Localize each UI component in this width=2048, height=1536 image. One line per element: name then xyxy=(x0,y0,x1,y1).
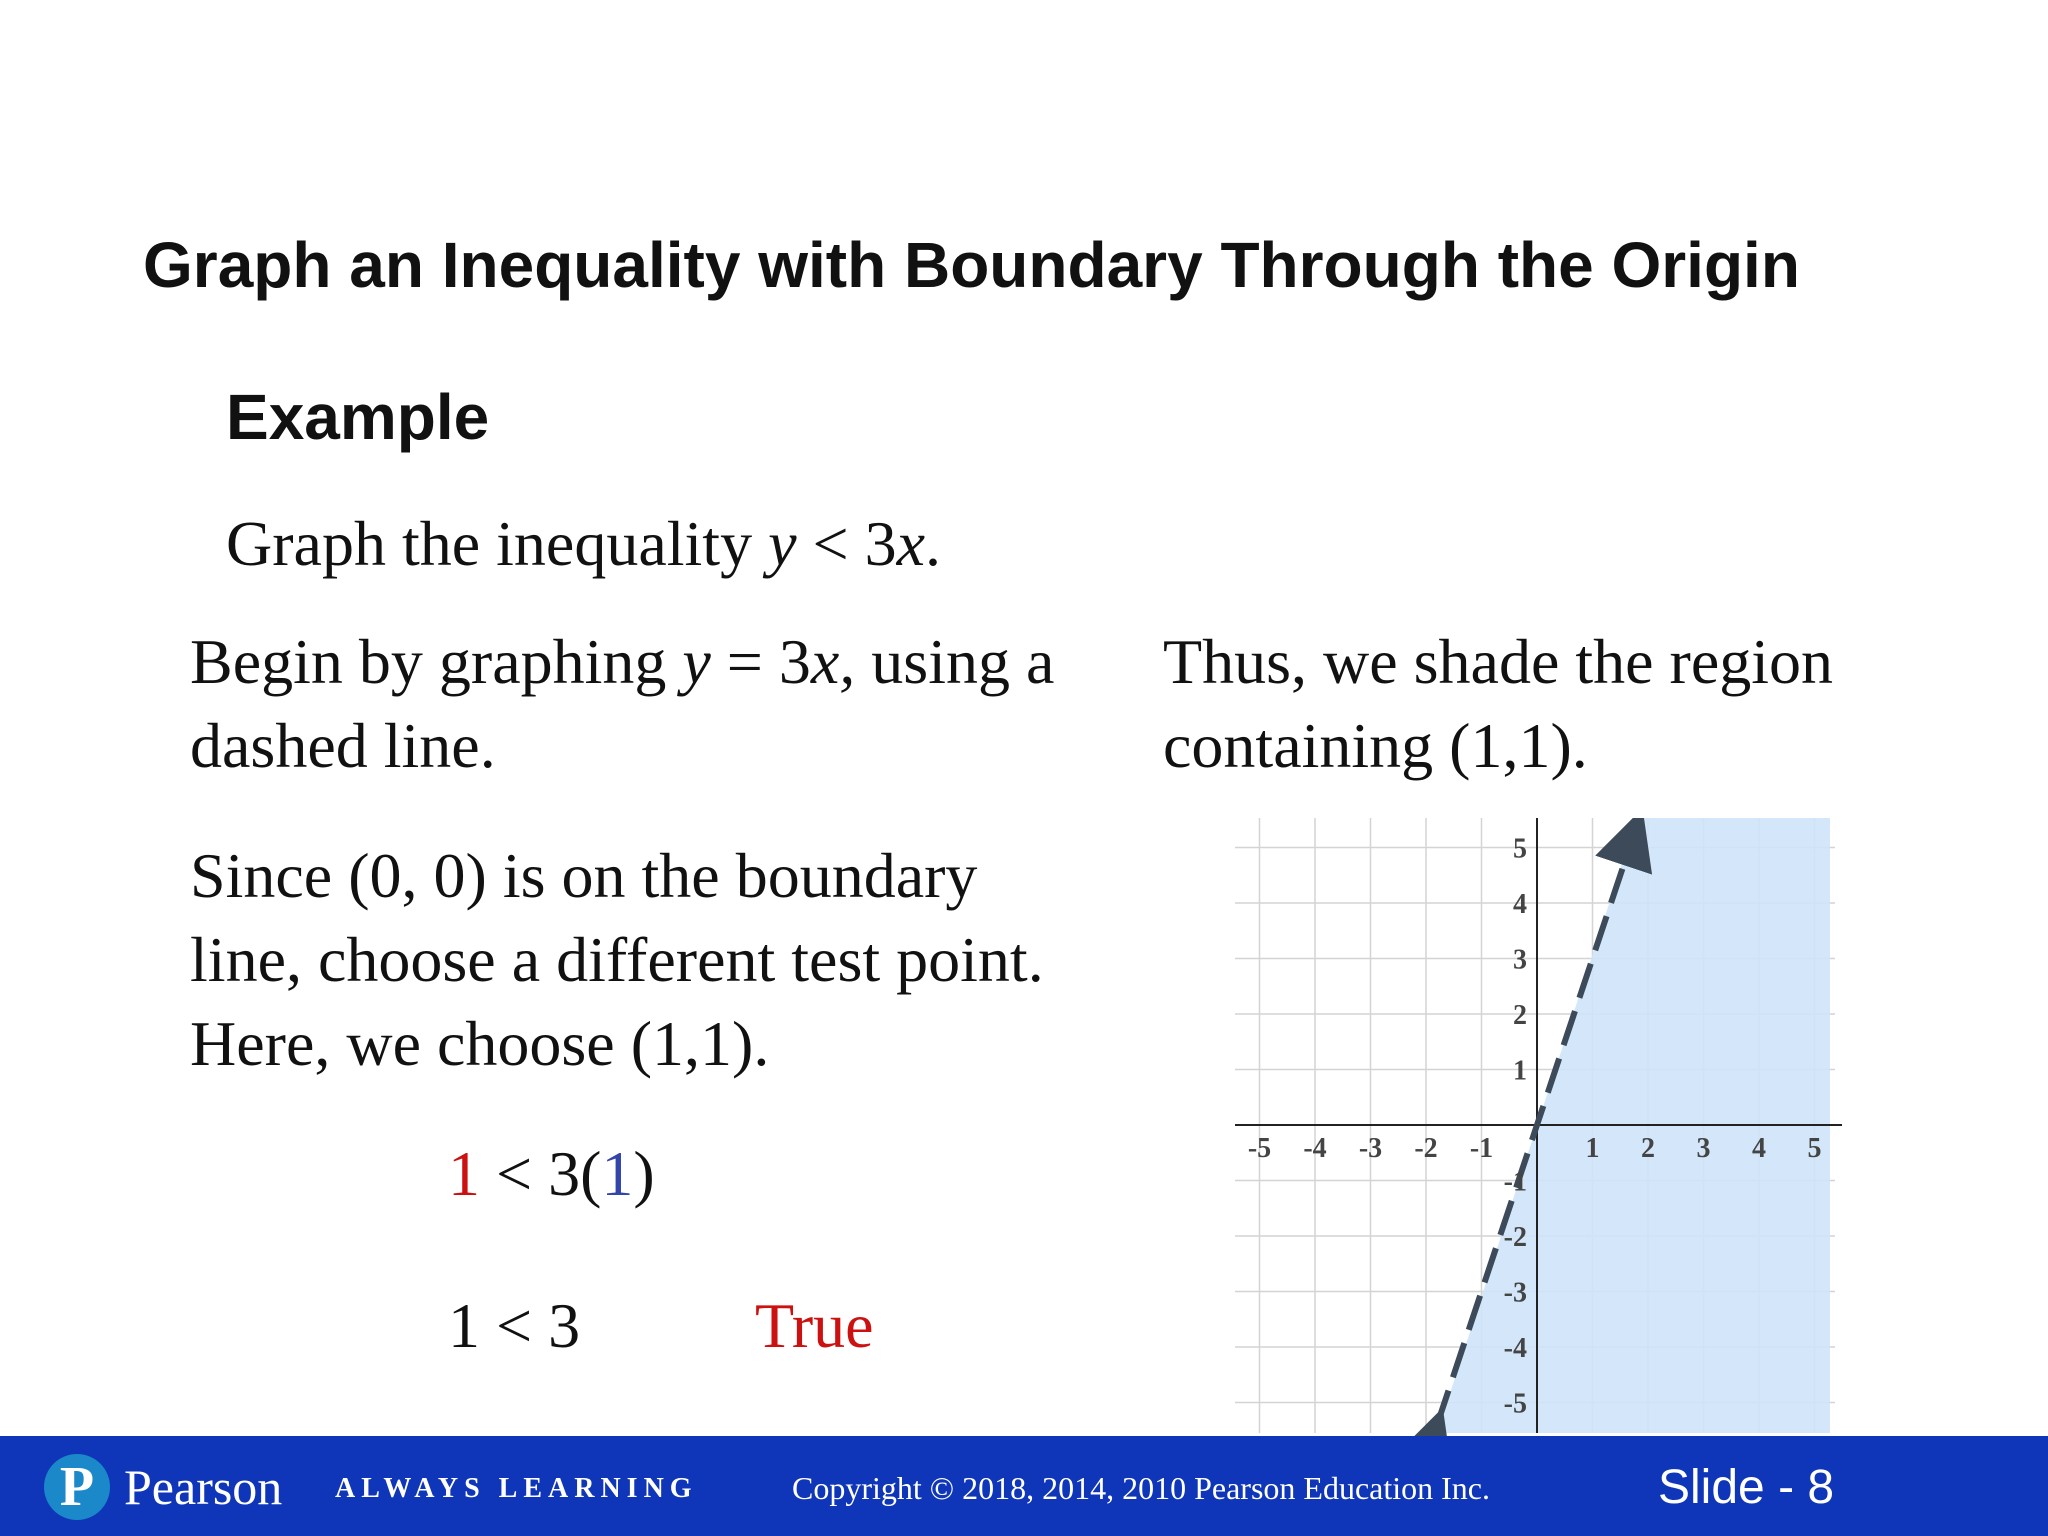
x-tick-label: 4 xyxy=(1752,1133,1766,1164)
problem-var-y: y xyxy=(768,508,797,579)
y-tick-label: -4 xyxy=(1503,1333,1527,1364)
test-end: ) xyxy=(633,1138,655,1209)
test-arg: 1 xyxy=(601,1138,634,1209)
pearson-logo-icon: P xyxy=(44,1454,110,1520)
x-tick-label: -5 xyxy=(1247,1133,1272,1164)
y-tick-label: -1 xyxy=(1503,1166,1527,1198)
test-simplified: 1 < 3 xyxy=(448,1290,581,1361)
x-tick-label: -4 xyxy=(1303,1133,1327,1164)
test-substitution xyxy=(448,1132,655,1216)
conclusion-text: Thus, we shade the region containing (1,1). xyxy=(1163,626,1834,781)
test-mid: < 3( xyxy=(480,1138,602,1209)
y-tick-label: 4 xyxy=(1513,889,1527,920)
y-tick-label: -2 xyxy=(1503,1222,1527,1253)
y-tick-label: -3 xyxy=(1503,1277,1527,1309)
x-tick-label: 5 xyxy=(1807,1133,1822,1164)
step1-prefix: Begin by graphing xyxy=(190,626,683,697)
example-heading: Example xyxy=(226,381,490,453)
brand-name: Pearson xyxy=(124,1459,283,1515)
y-tick-label: 3 xyxy=(1513,944,1527,976)
y-tick-label: 1 xyxy=(1513,1055,1527,1087)
copyright-text: Copyright © 2018, 2014, 2010 Pearson Education Inc. xyxy=(792,1470,1490,1506)
x-tick-label: -2 xyxy=(1414,1133,1438,1164)
step1-suffix: using a dashed line. xyxy=(190,626,1055,781)
problem-var-x: x xyxy=(896,508,925,579)
test-lhs: 1 xyxy=(448,1138,480,1209)
problem-prefix: Graph the inequality xyxy=(226,508,769,579)
step1-mid: = 3 xyxy=(710,626,811,697)
step-graph-boundary xyxy=(190,620,1090,788)
tagline: ALWAYS LEARNING xyxy=(335,1473,698,1504)
slide-number: Slide - 8 xyxy=(1658,1461,1835,1514)
step1-var-y: y xyxy=(682,626,711,697)
problem-suffix: . xyxy=(924,508,941,579)
true-label: True xyxy=(755,1290,874,1361)
step-test-point: Since (0, 0) is on the boundary line, choose a different test point. Here, we choose (1,1). xyxy=(190,840,1044,1079)
problem-op: < 3 xyxy=(796,508,897,579)
y-tick-label: 5 xyxy=(1513,833,1527,865)
x-tick-label: 3 xyxy=(1696,1133,1711,1164)
slide-title: Graph an Inequality with Boundary Through the Origin xyxy=(143,229,1800,301)
x-tick-label: -1 xyxy=(1469,1133,1494,1164)
y-tick-label: -5 xyxy=(1503,1388,1527,1420)
x-tick-label: 1 xyxy=(1585,1133,1600,1164)
inequality-graph xyxy=(1230,818,1850,1438)
x-tick-label: 2 xyxy=(1641,1133,1655,1164)
step1-var-x: x, xyxy=(810,626,856,697)
x-tick-label: -3 xyxy=(1358,1133,1383,1164)
problem-statement xyxy=(226,502,941,586)
y-tick-label: 2 xyxy=(1513,1000,1527,1031)
